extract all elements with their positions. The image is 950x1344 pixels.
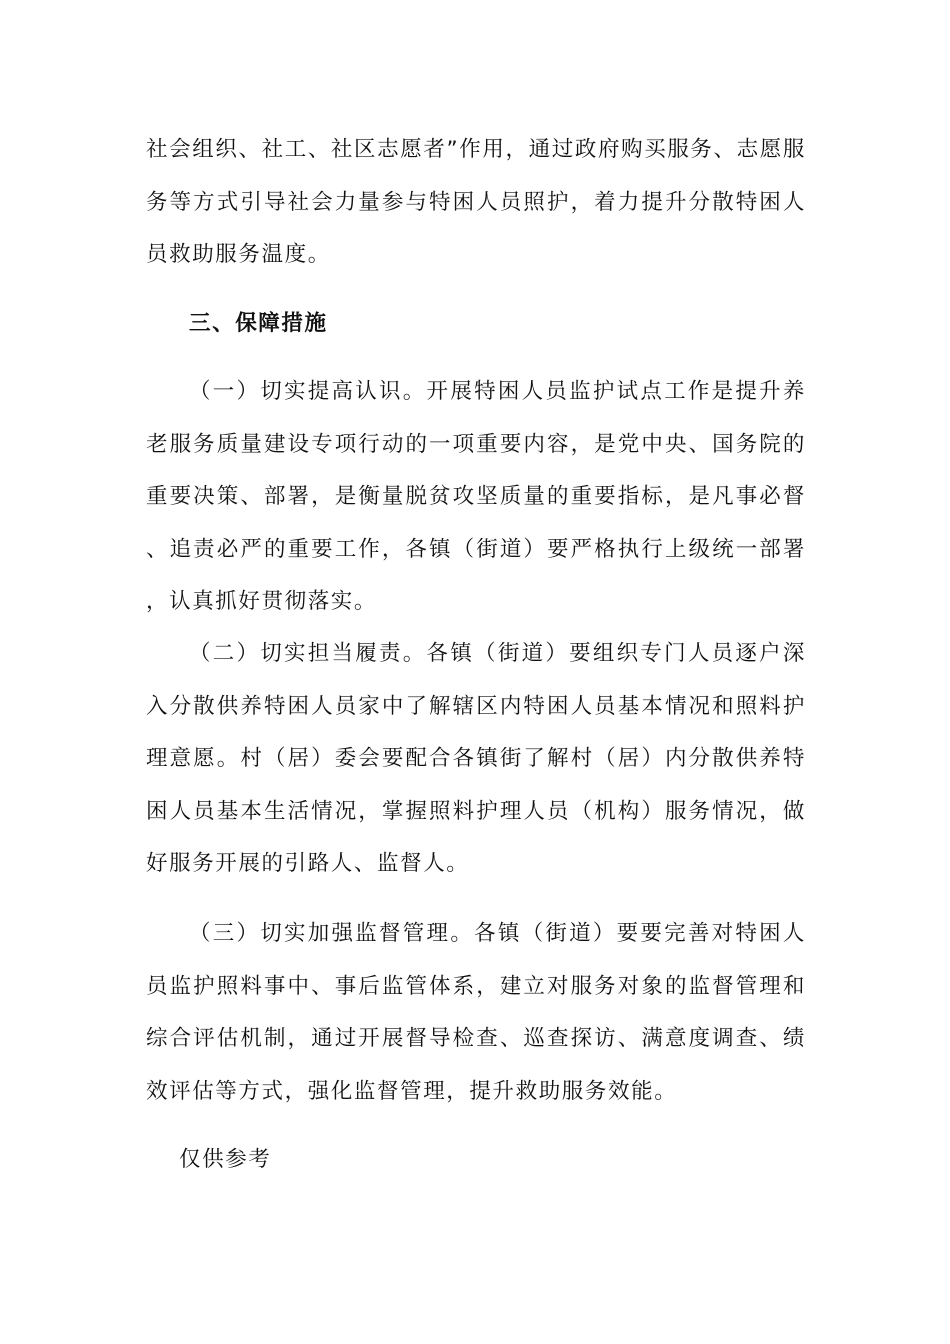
paragraph-take-responsibility: （二）切实担当履责。各镇（街道）要组织专门人员逐户深入分散供养特困人员家中了解辖区内特困人员基本情况和照料护理意愿。村（居）委会要配合各镇街了解村（居）内分散供养特困人员基本生活情况，掌握照料护理人员（机构）服务情况，做好服务开展的引路人、监督人。 xyxy=(146,641,806,876)
footer-note: 仅供参考 xyxy=(179,1147,272,1172)
paragraph-raise-awareness: （一）切实提高认识。开展特困人员监护试点工作是提升养老服务质量建设专项行动的一项重要内容，是党中央、国务院的重要决策、部署，是衡量脱贫攻坚质量的重要指标，是凡事必督、追责必严的重要工作，各镇（街道）要严格执行上级统一部署，认真抓好贯彻落实。 xyxy=(146,379,806,614)
section-heading-safeguards: 三、保障措施 xyxy=(189,311,328,336)
paragraph-supervision: （三）切实加强监督管理。各镇（街道）要要完善对特困人员监护照料事中、事后监管体系，建立对服务对象的监督管理和综合评估机制，通过开展督导检查、巡查探访、满意度调查、绩效评估等方式，强化监督管理，提升救助服务效能。 xyxy=(146,921,806,1104)
paragraph-social-forces: 社会组织、社工、社区志愿者”作用，通过政府购买服务、志愿服务等方式引导社会力量参与特困人员照护，着力提升分散特困人员救助服务温度。 xyxy=(146,137,806,267)
